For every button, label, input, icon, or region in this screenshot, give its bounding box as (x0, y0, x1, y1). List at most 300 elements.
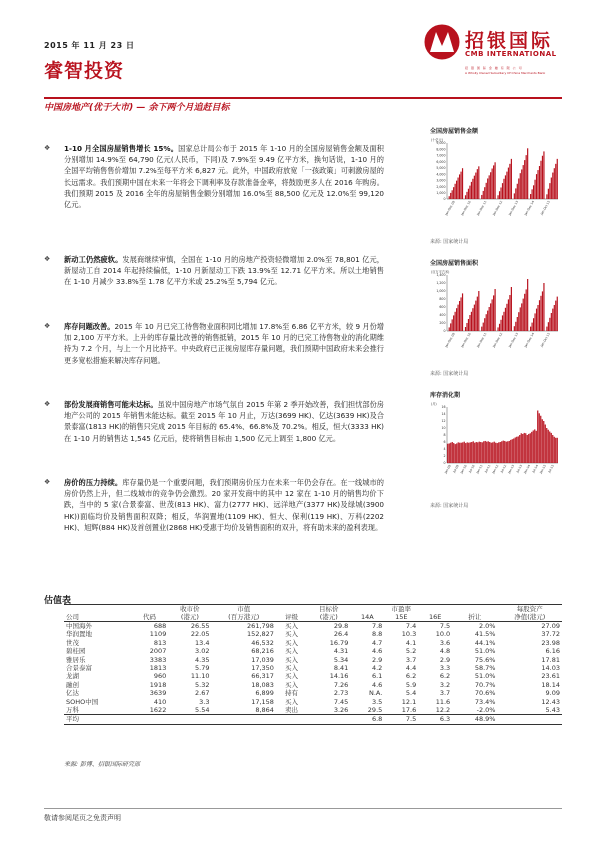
chart-bar (493, 165, 494, 199)
chart-bar (511, 287, 512, 331)
table-cell: 12.1 (401, 697, 417, 706)
table-cell: 16.79 (329, 638, 349, 647)
table-row (64, 630, 562, 638)
x-tick-label: Jan-13 (507, 464, 516, 475)
table-cell: 买入 (285, 664, 299, 673)
chart-bar (545, 425, 546, 464)
chart-bar (489, 442, 490, 463)
x-tick-label: Jan-Dec 10 (460, 200, 472, 217)
chart-bar (452, 442, 453, 463)
table-cell: 3.26 (333, 706, 349, 715)
bullet-item-developer-targets (44, 399, 384, 444)
chart-bar (533, 318, 534, 331)
chart-bar (466, 192, 467, 199)
chart-bar (540, 296, 541, 331)
chart-bar (506, 172, 507, 199)
table-cell: 4.1 (405, 638, 417, 647)
chart-bar (460, 297, 461, 331)
y-tick-label: 400 (439, 313, 446, 318)
chart-bar (524, 294, 525, 331)
x-tick-label: Jan-Dec 09 (444, 332, 456, 349)
diamond-bullet-icon: ❖ (44, 400, 51, 408)
col-group-discount (452, 605, 497, 614)
chart-bar (495, 289, 496, 331)
chart-inventory-months (430, 390, 562, 509)
chart-bar (552, 435, 553, 463)
chart-title: 全国房屋销售面积 (430, 260, 479, 267)
x-tick-label: Jan-15 (538, 464, 547, 475)
chart-bar (546, 194, 547, 199)
table-cell: 3.02 (195, 647, 210, 656)
table-cell: 买入 (285, 655, 299, 664)
chart-bar (466, 323, 467, 331)
table-cell: 华润置地 (66, 630, 92, 639)
chart-bar (486, 314, 487, 331)
chart-bar (530, 327, 531, 331)
chart-sales-area (430, 258, 562, 377)
chart-bar (497, 327, 498, 331)
y-tick-label: 4 (443, 447, 446, 452)
table-cell: 51.0% (474, 647, 496, 656)
chart-bar (537, 411, 538, 464)
chart-bar (476, 442, 477, 463)
chart-bar (507, 441, 508, 463)
chart-bar (515, 437, 516, 463)
chart-bar (485, 441, 486, 463)
chart-bar (548, 189, 549, 199)
bullet-heading: 房价的压力持续。 (64, 478, 123, 487)
table-cell: 410 (153, 697, 167, 706)
column-header: 净值(港元) (497, 613, 562, 622)
table-cell: 万科 (66, 706, 79, 715)
chart-bar (520, 307, 521, 331)
chart-bar (523, 165, 524, 199)
table-cell (307, 715, 350, 724)
chart-source: 来源: 国家统计局 (430, 371, 469, 377)
chart-bar (522, 434, 523, 463)
table-cell: 14.03 (541, 664, 560, 673)
chart-bar (525, 433, 526, 463)
table-cell: 4.7 (371, 638, 383, 647)
chart-bar (534, 180, 535, 199)
col-group-pe: 市盈率 (350, 605, 452, 614)
table-cell: 960 (153, 672, 167, 681)
table-cell: 6.2 (405, 672, 417, 681)
table-cell: 4.31 (333, 647, 349, 656)
column-header: 评级 (276, 613, 307, 622)
chart-bar (527, 148, 528, 199)
bullet-text: 发展商继续审慎，全国在 1-10 月的房地产投资轻微增加 2.0%至 78,801 亿元，新屋动工自 2014 年起持续偏低，1-10 月新屋动工下跌 13.9%至 12.71 亿平方米。所以土地销售在 1-10 月减少 33.8%至 1.78 亿平方米或 25.2%至 5,794 亿元。 (64, 255, 384, 287)
chart-bar (524, 160, 525, 199)
bullet-heading: 库存问题改善。 (64, 322, 115, 331)
chart-bar (493, 295, 494, 331)
table-cell: 152,827 (247, 630, 274, 639)
table-cell: 3383 (149, 655, 167, 664)
chart-bar (456, 181, 457, 199)
table-cell: 买入 (285, 638, 299, 647)
table-cell: 12.2 (435, 706, 451, 715)
chart-bar (456, 308, 457, 331)
chart-bar (474, 176, 475, 199)
chart-bar (460, 172, 461, 199)
chart-bar (504, 441, 505, 463)
y-tick-label: 16 (441, 405, 446, 410)
column-header: 16E (418, 613, 452, 622)
chart-bar (495, 162, 496, 199)
table-cell: 17,350 (251, 664, 274, 673)
chart-bar (532, 189, 533, 199)
table-cell: 8.41 (333, 664, 349, 673)
chart-bar (483, 441, 484, 463)
table-cell: 1813 (149, 664, 167, 673)
chart-bar (497, 443, 498, 463)
table-cell: 17,158 (251, 697, 274, 706)
logo-subtitle-cn: 招 银 国 际 金 融 有 限 公 司 (465, 66, 523, 70)
table-cell: 7.5 (439, 622, 451, 630)
table-cell: 5.4 (405, 689, 417, 698)
table-cell: 持有 (285, 689, 299, 698)
table-cell: 26.55 (190, 622, 210, 630)
table-row (64, 647, 562, 655)
chart-bar (498, 442, 499, 463)
chart-bar (548, 322, 549, 331)
chart-bar (450, 323, 451, 331)
chart-bar (552, 173, 553, 199)
table-cell: 3.7 (439, 689, 451, 698)
chart-title: 全国房屋销售金额 (430, 128, 479, 135)
chart-bar (517, 317, 518, 331)
x-tick-label: Jan-Dec 13 (507, 200, 520, 217)
table-cell: 碧桂园 (66, 647, 86, 656)
chart-bar (517, 184, 518, 199)
table-cell: 68,216 (251, 647, 274, 656)
x-tick-label: Jul-13 (515, 464, 524, 474)
report-brand-title: 睿智投资 (44, 60, 125, 82)
chart-bar (510, 440, 511, 463)
chart-bar (480, 442, 481, 463)
table-cell: 融创 (66, 680, 79, 689)
chart-bar (458, 178, 459, 199)
chart-bar (515, 322, 516, 331)
table-cell: 买入 (285, 630, 299, 639)
table-cell: 8,864 (255, 706, 274, 715)
col-group-mcap: 市值 (212, 605, 276, 614)
chart-bar (487, 311, 488, 331)
y-tick-label: 800 (439, 297, 446, 302)
chart-bar (505, 175, 506, 199)
table-cell: -2.0% (476, 706, 496, 715)
x-tick-label: Jul-14 (531, 464, 540, 474)
chart-bar (483, 323, 484, 331)
y-tick-label: 8,000 (436, 147, 446, 152)
table-cell: 7.4 (405, 622, 417, 630)
table-cell: 41.5% (474, 630, 496, 639)
table-cell: 46,532 (251, 638, 274, 647)
chart-sales-area-plot (430, 269, 562, 365)
table-cell: 3.2 (439, 680, 451, 689)
y-tick-label: 1,000 (436, 289, 446, 294)
x-tick-label: Jan-Dec 12 (491, 332, 504, 349)
y-tick-label: 9,000 (436, 141, 446, 146)
column-header: 公司 (64, 613, 131, 622)
chart-bar (521, 169, 522, 199)
chart-bar (475, 173, 476, 199)
table-cell (131, 715, 169, 724)
column-header: 14A (350, 613, 384, 622)
chart-bar (503, 179, 504, 199)
chart-bar (539, 300, 540, 331)
x-tick-label: Jan-Dec 09 (444, 200, 456, 217)
chart-bar (554, 305, 555, 331)
chart-bar (492, 169, 493, 199)
chart-bar (455, 444, 456, 463)
x-tick-label: Jan-09 (443, 464, 452, 475)
chart-bar (459, 301, 460, 331)
chart-bar (509, 164, 510, 199)
table-row (64, 672, 562, 680)
table-average-row (64, 715, 562, 724)
table-cell: 6.8 (350, 715, 384, 724)
table-cell: 10.3 (401, 630, 417, 639)
chart-bar (526, 155, 527, 199)
chart-bar (555, 301, 556, 331)
chart-bar (459, 174, 460, 199)
chart-bar (552, 309, 553, 331)
x-tick-label: Jan-Dec 14 (523, 200, 536, 217)
chart-bar (495, 443, 496, 463)
chart-bar (527, 435, 528, 463)
table-cell: 6.3 (418, 715, 452, 724)
chart-bar (554, 168, 555, 199)
chart-bar (526, 289, 527, 331)
table-cell: 买入 (285, 647, 299, 656)
chart-bar (536, 174, 537, 199)
table-cell: 17.81 (541, 655, 560, 664)
x-tick-label: Jan-Dec 11 (475, 332, 488, 349)
column-header: 折让 (452, 613, 497, 622)
chart-bar (514, 326, 515, 331)
table-cell: 7.8 (371, 622, 383, 630)
chart-bar (530, 433, 531, 463)
chart-bar (508, 168, 509, 199)
table-cell: 17,039 (251, 655, 274, 664)
table-cell: 73.4% (474, 697, 496, 706)
table-cell: 3.7 (405, 655, 417, 664)
bullet-heading: 部份发展商销售可能未达标。 (64, 400, 158, 409)
chart-bar (450, 193, 451, 199)
x-tick-label: Jan-Oct 15 (539, 332, 551, 348)
table-cell: 5.79 (195, 664, 210, 673)
chart-bar (470, 442, 471, 463)
chart-bar (473, 441, 474, 463)
table-cell: 37.72 (541, 630, 560, 639)
chart-bar (475, 301, 476, 331)
chart-bar (502, 315, 503, 331)
table-row (64, 706, 562, 715)
x-tick-label: Jul-10 (467, 464, 476, 474)
table-cell: 4.35 (195, 655, 210, 664)
chart-bar (468, 189, 469, 199)
table-cell: 平均 (64, 715, 131, 724)
table-cell: 70.6% (474, 689, 496, 698)
table-cell (497, 715, 562, 724)
chart-bar (471, 182, 472, 199)
chart-bar (542, 156, 543, 199)
y-tick-label: 12 (441, 419, 446, 424)
valuation-table (64, 604, 562, 725)
table-cell: 2007 (149, 647, 167, 656)
chart-bar (501, 441, 502, 463)
column-header: (港元) (307, 613, 350, 622)
chart-bar (502, 183, 503, 199)
chart-bar (484, 187, 485, 199)
chart-bar (527, 279, 528, 331)
table-cell: N.A. (368, 689, 383, 698)
chart-bar (549, 318, 550, 331)
table-cell: 17.6 (401, 706, 417, 715)
chart-bar (539, 413, 540, 463)
diamond-bullet-icon: ❖ (44, 255, 51, 263)
chart-bar (555, 164, 556, 199)
chart-bar (455, 184, 456, 199)
column-header: 15E (384, 613, 418, 622)
table-cell: 5.32 (195, 680, 210, 689)
chart-bar (486, 442, 487, 463)
chart-bar (483, 191, 484, 199)
x-tick-label: Jul-09 (452, 464, 460, 474)
x-tick-label: Jan-Oct 15 (539, 200, 551, 216)
chart-bar (469, 315, 470, 331)
bullet-item-sales (44, 143, 384, 210)
table-cell: 合景泰富 (66, 664, 92, 673)
table-row (64, 698, 562, 706)
chart-bar (555, 438, 556, 463)
table-cell: 12.43 (541, 697, 560, 706)
chart-bar (488, 441, 489, 463)
table-cell: 买入 (285, 680, 299, 689)
table-cell: 18.14 (541, 680, 560, 689)
chart-bar (521, 433, 522, 463)
table-row (64, 656, 562, 664)
chart-bar (549, 432, 550, 464)
chart-sales-value-plot (430, 137, 562, 233)
chart-bar (491, 443, 492, 463)
table-cell: 5.34 (333, 655, 349, 664)
chart-bar (472, 179, 473, 199)
table-cell: 7.5 (384, 715, 418, 724)
col-group-price: 收市价 (168, 605, 211, 614)
y-tick-label: 2 (443, 454, 446, 459)
chart-bar (508, 299, 509, 331)
chart-bar (452, 319, 453, 331)
table-cell: 1622 (149, 706, 167, 715)
chart-bar (474, 305, 475, 331)
table-row (64, 622, 562, 631)
table-cell: 70.7% (474, 680, 496, 689)
y-tick-label: 600 (439, 305, 446, 310)
chart-bar (461, 443, 462, 463)
table-cell: 3639 (149, 689, 167, 698)
chart-bar (523, 299, 524, 331)
chart-bar (474, 443, 475, 463)
chart-bar (533, 185, 534, 199)
chart-bar (497, 195, 498, 199)
chart-bar (450, 443, 451, 463)
table-cell: 10.0 (435, 630, 451, 639)
chart-bar (518, 312, 519, 331)
chart-bar (471, 442, 472, 463)
column-header: 代码 (131, 613, 169, 622)
chart-bar (465, 443, 466, 463)
chart-bar (540, 161, 541, 199)
chart-bar (506, 304, 507, 331)
chart-bar (551, 433, 552, 463)
table-cell: 11.10 (190, 672, 210, 681)
table-cell: 813 (153, 638, 167, 647)
table-cell: 5.43 (545, 706, 560, 715)
chart-bar (503, 312, 504, 331)
chart-bar (492, 442, 493, 463)
chart-bar (453, 443, 454, 463)
chart-bar (546, 428, 547, 463)
bullet-text: 虽说中国房地产市场气氛自 2015 年第 2 季开始改善，我们担忧部份房地产公司的 2015 年销售未能达标。截至 2015 年 10 月止，万达(3699 HK)、亿达(3639 HK)及合景泰富(1813 HK)的销售只完成 2015 年目标的 65.4%、66.8%及 70.2%。相反，恒大(3333 HK)在 1-10 月的销售达 1,545 亿元后，使将销售目标由 1,500 亿元上调至 1,800 亿元。 (64, 400, 384, 443)
chart-bar (458, 442, 459, 463)
table-cell (168, 715, 211, 724)
table-cell: 3.3 (199, 697, 210, 706)
table-cell: 23.98 (541, 638, 560, 647)
chart-bar (509, 441, 510, 463)
chart-bar (465, 195, 466, 199)
chart-bar (490, 303, 491, 331)
chart-bar (531, 432, 532, 463)
chart-bar (539, 166, 540, 199)
table-cell: 3.3 (439, 664, 451, 673)
table-cell: 7.45 (333, 697, 349, 706)
chart-bar (534, 429, 535, 463)
chart-bar (528, 434, 529, 463)
chart-bar (518, 178, 519, 199)
y-tick-label: 4,000 (436, 172, 446, 177)
diamond-bullet-icon: ❖ (44, 322, 51, 330)
chart-bar (490, 172, 491, 199)
chart-bar (467, 442, 468, 463)
chart-bar (516, 437, 517, 463)
table-row (64, 664, 562, 672)
table-cell: 亿达 (66, 689, 79, 698)
x-tick-label: Jul-11 (483, 464, 492, 474)
table-cell: 雅居乐 (66, 655, 86, 664)
chart-bar (465, 327, 466, 331)
chart-bar (479, 442, 480, 463)
chart-bar (486, 183, 487, 199)
chart-source: 来源: 国家统计局 (430, 503, 469, 509)
chart-bar (478, 166, 479, 199)
col-group-target: 目标价 (307, 605, 350, 614)
y-tick-label: 8 (443, 433, 446, 438)
table-cell: 261,798 (247, 622, 274, 630)
table-cell (276, 715, 307, 724)
table-cell: 22.05 (190, 630, 210, 639)
chart-bar (464, 442, 465, 463)
table-cell: 48.9% (452, 715, 497, 724)
table-cell: 7.26 (333, 680, 349, 689)
table-cell: 4.8 (439, 647, 451, 656)
chart-bar (455, 312, 456, 331)
table-cell: 2.73 (333, 689, 349, 698)
table-cell: 27.09 (541, 622, 560, 630)
y-tick-label: 5,000 (436, 166, 446, 171)
table-cell: 5.2 (405, 647, 417, 656)
